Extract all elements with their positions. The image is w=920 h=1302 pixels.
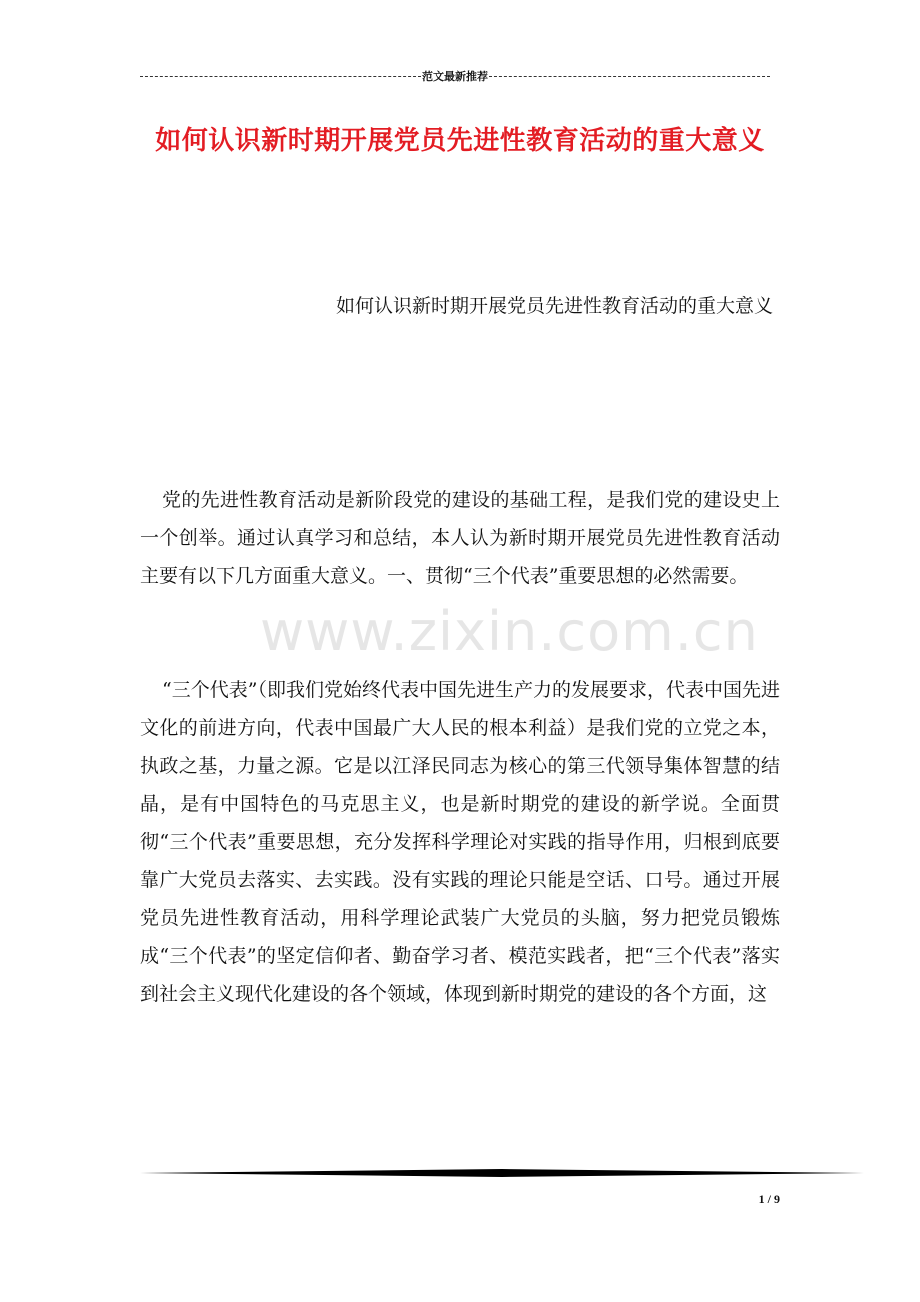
watermark: www.zixin.com.cn [260,600,759,663]
header-label: 范文最新推荐 [422,70,488,83]
paragraph-1: 党的先进性教育活动是新阶段党的建设的基础工程，是我们党的建设史上一个创举。通过认真学习和总结，本人认为新时期开展党员先进性教育活动主要有以下几方面重大意义。一、贯彻“三个代表”重要思想的必然需要。 [140,489,780,587]
document-subtitle: 如何认识新时期开展党员先进性教育活动的重大意义 [336,295,774,317]
header-dash-left [140,76,421,77]
page-number: 1 / 9 [758,1192,780,1206]
document-title: 如何认识新时期开展党员先进性教育活动的重大意义 [155,126,765,156]
header-dash-right [489,76,770,77]
paragraph-2: “三个代表”（即我们党始终代表中国先进生产力的发展要求，代表中国先进文化的前进方向，代表中国最广大人民的根本利益）是我们党的立党之本，执政之基，力量之源。它是以江泽民同志为核心的第三代领导集体智慧的结晶，是有中国特色的马克思主义，也是新时期党的建设的新学说。全面贯彻“三个代表”重要思想，充分发挥科学理论对实践的指导作用，归根到底要靠广大党员去落实、去实践。没有实践的理论只能是空话、口号。通过开展党员先进性教育活动，用科学理论武装广大党员的头脑，努力把党员锻炼成“三个代表”的坚定信仰者、勤奋学习者、模范实践者，把“三个代表”落实到社会主义现代化建设的各个领域，体现到新时期党的建设的各个方面，这 [140,679,780,1005]
footer-rule [140,1166,864,1180]
header-bar [140,67,770,85]
